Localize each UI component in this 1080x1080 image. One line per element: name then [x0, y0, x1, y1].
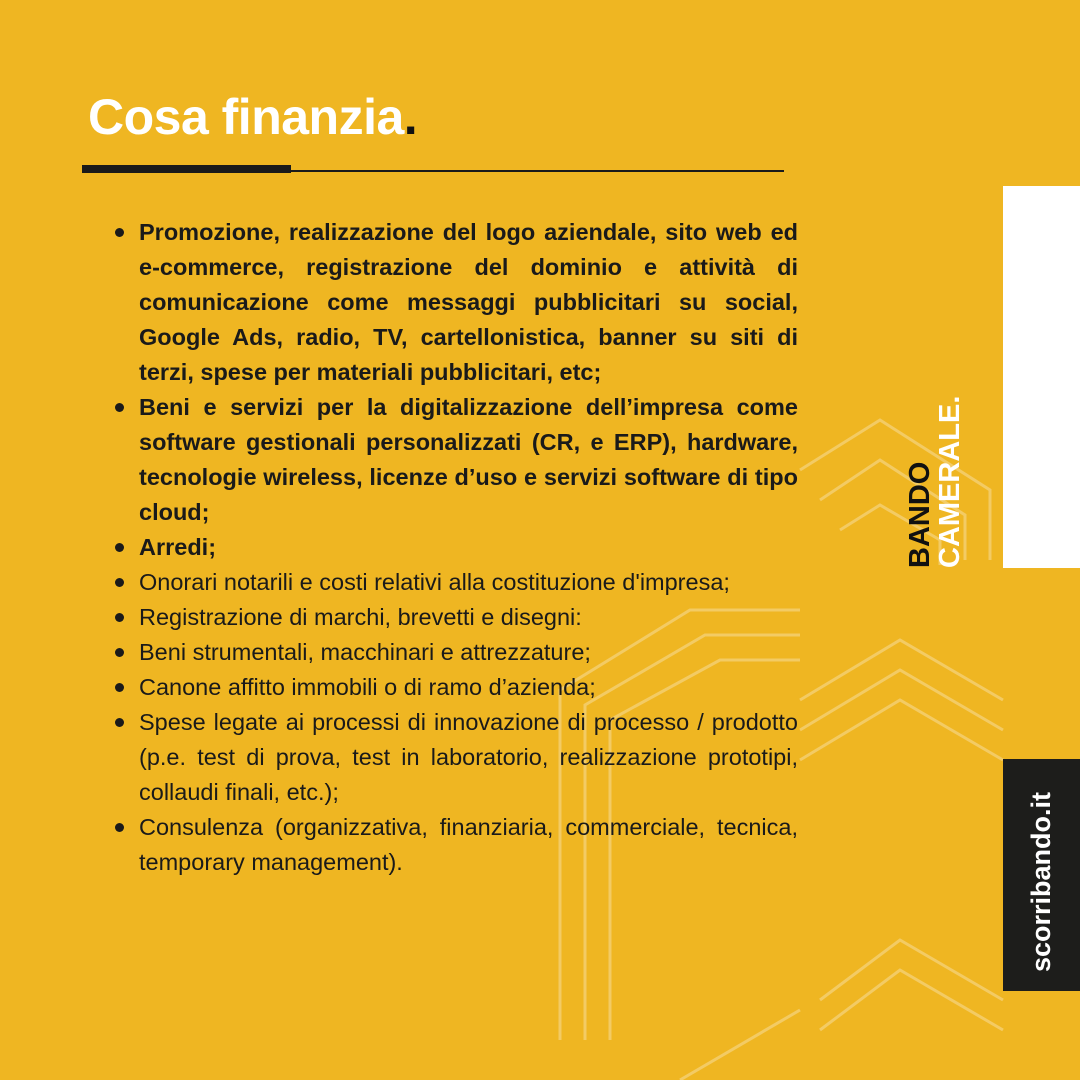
list-item	[112, 390, 798, 530]
list-item-text: Consulenza (organizzativa, finanziaria, commerciale, tecnica, temporary management).	[139, 814, 798, 875]
list-item-text: Canone affitto immobili o di ramo d’azienda;	[139, 674, 596, 700]
bando-camerale-label	[905, 396, 965, 568]
bullet-icon	[115, 543, 124, 552]
website-label: scorribando.it	[1026, 791, 1056, 972]
list-item-text: Promozione, realizzazione del logo aziendale, sito web ed e-commerce, registrazione del dominio e attività di comunicazione come messaggi pubblicitari su social, Google Ads, radio, TV, cartellonistica, banner su siti di terzi, spese per materiali pubblicitari, etc;	[139, 219, 798, 385]
list-item	[112, 565, 798, 600]
bullet-icon	[115, 823, 124, 832]
list-item	[112, 600, 798, 635]
list-item-text: Spese legate ai processi di innovazione di processo / prodotto (p.e. test di prova, test in laboratorio, realizzazione prototipi, collaudi finali, etc.);	[139, 709, 798, 805]
list-item-text: Registrazione di marchi, brevetti e disegni:	[139, 604, 582, 630]
title-dot: .	[403, 89, 418, 145]
list-item-text: Onorari notarili e costi relativi alla costituzione d'impresa;	[139, 569, 730, 595]
side-panel-white	[1003, 186, 1080, 568]
list-item	[112, 810, 798, 880]
title-text: Cosa finanzia	[88, 89, 404, 145]
list-item	[112, 670, 798, 705]
list-item-text: Arredi;	[139, 534, 217, 560]
list-item-text: Beni strumentali, macchinari e attrezzature;	[139, 639, 591, 665]
list-item	[112, 705, 798, 810]
bullet-icon	[115, 683, 124, 692]
funded-items-list	[112, 215, 798, 880]
title-underline-accent	[82, 165, 291, 173]
bullet-icon	[115, 578, 124, 587]
side-label-line2: CAMERALE.	[934, 395, 966, 568]
bullet-icon	[115, 648, 124, 657]
bullet-icon	[115, 228, 124, 237]
side-label-line1: BANDO	[904, 461, 936, 568]
bullet-icon	[115, 403, 124, 412]
list-item	[112, 215, 798, 390]
list-item	[112, 530, 798, 565]
bullet-icon	[115, 613, 124, 622]
list-item	[112, 635, 798, 670]
list-item-text: Beni e servizi per la digitalizzazione dell’impresa come software gestionali personalizzati (CR, e ERP), hardware, tecnologie wireless, licenze d’uso e servizi software di tipo cloud;	[139, 394, 798, 525]
bullet-icon	[115, 718, 124, 727]
page-title	[88, 89, 418, 145]
